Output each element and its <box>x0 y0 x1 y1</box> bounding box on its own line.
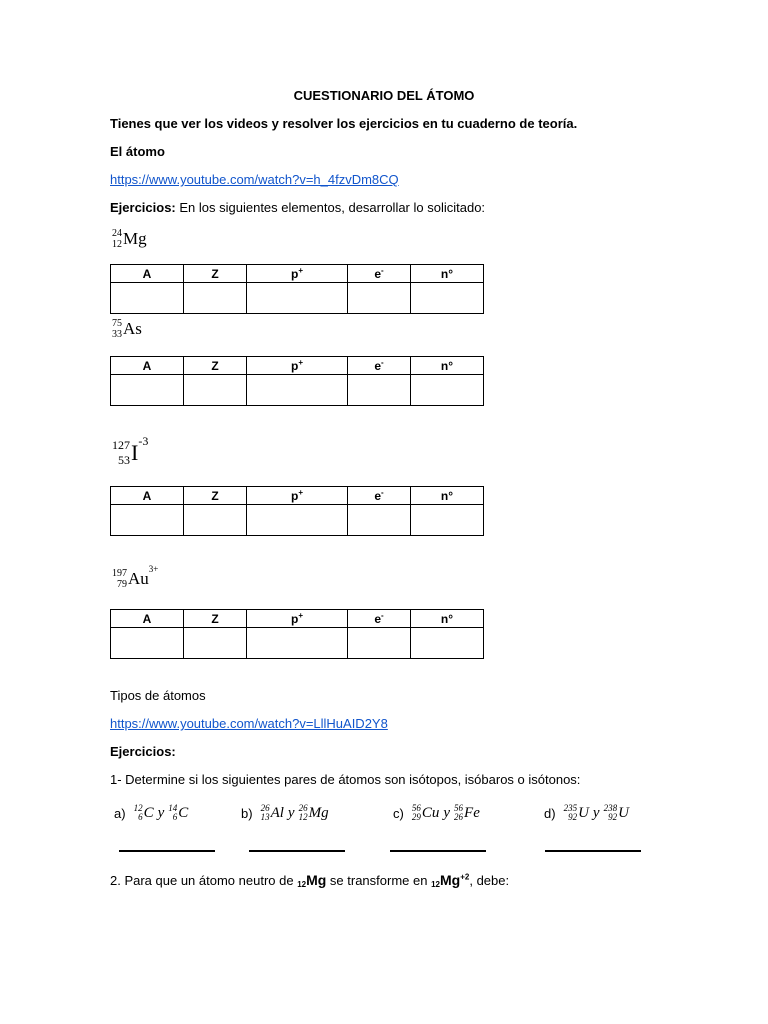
page-title: CUESTIONARIO DEL ÁTOMO <box>293 88 475 103</box>
section-heading-atom-types: Tipos de átomos <box>110 688 206 703</box>
ion-charge: 3+ <box>148 564 159 574</box>
header-z: Z <box>184 357 247 375</box>
element-symbol: C <box>143 804 154 821</box>
isotope-notation-au <box>112 564 159 590</box>
header-a: A <box>111 265 184 283</box>
element-symbol: U <box>618 804 629 821</box>
table-header-row <box>111 357 484 375</box>
atomic-number: 33 <box>112 329 122 340</box>
answer-cell-e[interactable] <box>348 283 411 314</box>
pair-a: a) 12 6 C y 14 6 C <box>114 803 189 822</box>
element-symbol: As <box>123 319 142 338</box>
mass-number: 127 <box>112 438 130 452</box>
answer-cell-p[interactable] <box>247 283 348 314</box>
exercises-label: Ejercicios: <box>110 200 176 215</box>
header-p: p+ <box>247 357 348 375</box>
header-n: n° <box>411 610 484 628</box>
answer-cell-a[interactable] <box>111 505 184 536</box>
isotope-notation-as <box>112 318 142 340</box>
answer-cell-z[interactable] <box>184 628 247 659</box>
answer-blank-d[interactable] <box>545 850 641 852</box>
intro-text: Tienes que ver los videos y resolver los ejercicios en tu cuaderno de teoría. <box>110 116 578 131</box>
answer-row <box>111 283 484 314</box>
header-a: A <box>111 487 184 505</box>
header-z: Z <box>184 487 247 505</box>
answer-cell-p[interactable] <box>247 628 348 659</box>
answer-cell-n[interactable] <box>411 283 484 314</box>
atomic-number: 79 <box>117 579 127 590</box>
mass-number: 75 <box>112 318 122 329</box>
data-table-au <box>110 609 484 659</box>
answer-blank-b[interactable] <box>249 850 345 852</box>
header-a: A <box>111 357 184 375</box>
exercises-text: En los siguientes elementos, desarrollar lo solicitado: <box>175 200 486 215</box>
header-e: e- <box>348 610 411 628</box>
pair-label: b) <box>241 805 253 821</box>
element-symbol: I <box>131 440 139 465</box>
answer-blank-a[interactable] <box>119 850 215 852</box>
answer-cell-z[interactable] <box>184 283 247 314</box>
header-z: Z <box>184 265 247 283</box>
answer-row <box>111 505 484 536</box>
answer-cell-a[interactable] <box>111 628 184 659</box>
video-link-atom[interactable]: https://www.youtube.com/watch?v=h_4fzvDm8CQ <box>110 172 399 187</box>
pair-label: c) <box>393 805 404 821</box>
element-symbol: Cu <box>421 804 440 821</box>
answer-cell-e[interactable] <box>348 628 411 659</box>
pair-d: d) 235 92 U y 238 92 U <box>544 803 629 822</box>
isotope-notation-i <box>112 434 149 468</box>
header-e: e- <box>348 357 411 375</box>
element-symbol: Au <box>128 569 149 588</box>
exercises-intro <box>110 200 485 215</box>
answer-row <box>111 628 484 659</box>
answer-cell-z[interactable] <box>184 375 247 406</box>
element-symbol: Mg <box>123 229 147 248</box>
answer-cell-p[interactable] <box>247 505 348 536</box>
mass-number: 24 <box>112 228 122 239</box>
atomic-number: 53 <box>118 453 130 467</box>
header-e: e- <box>348 265 411 283</box>
pair-label: d) <box>544 805 556 821</box>
atomic-number: 12 <box>112 239 122 250</box>
answer-cell-a[interactable] <box>111 283 184 314</box>
answer-cell-p[interactable] <box>247 375 348 406</box>
header-n: n° <box>411 357 484 375</box>
element-symbol: Al <box>270 804 284 821</box>
header-n: n° <box>411 265 484 283</box>
answer-cell-n[interactable] <box>411 505 484 536</box>
pair-b: b) 26 13 Al y 26 12 Mg <box>241 803 329 822</box>
header-p: p+ <box>247 265 348 283</box>
answer-cell-e[interactable] <box>348 375 411 406</box>
answer-cell-n[interactable] <box>411 628 484 659</box>
pair-label: a) <box>114 805 126 821</box>
table-header-row <box>111 610 484 628</box>
answer-cell-e[interactable] <box>348 505 411 536</box>
data-table-as <box>110 356 484 406</box>
answer-row <box>111 375 484 406</box>
answer-cell-n[interactable] <box>411 375 484 406</box>
header-p: p+ <box>247 610 348 628</box>
data-table-mg <box>110 264 484 314</box>
pair-c: c) 56 29 Cu y 56 26 Fe <box>393 803 480 822</box>
question-2: 2. Para que un átomo neutro de $_{12}$Mg se transforme en $_{12}Mg^{+2}$, debe: <box>110 872 510 889</box>
header-p: p+ <box>247 487 348 505</box>
question-1: 1- Determine si los siguientes pares de átomos son isótopos, isóbaros o isótonos: <box>110 772 581 787</box>
answer-blank-c[interactable] <box>390 850 486 852</box>
table-header-row <box>111 265 484 283</box>
exercises-label-2: Ejercicios: <box>110 744 176 759</box>
header-e: e- <box>348 487 411 505</box>
element-symbol: Mg <box>308 804 329 821</box>
answer-cell-a[interactable] <box>111 375 184 406</box>
element-symbol: C <box>178 804 189 821</box>
header-a: A <box>111 610 184 628</box>
section-heading-atom: El átomo <box>110 144 165 159</box>
element-symbol: U <box>578 804 589 821</box>
data-table-i <box>110 486 484 536</box>
header-z: Z <box>184 610 247 628</box>
element-symbol: Fe <box>464 804 480 821</box>
header-n: n° <box>411 487 484 505</box>
table-header-row <box>111 487 484 505</box>
mass-number: 197 <box>112 568 127 579</box>
video-link-atom-types[interactable]: https://www.youtube.com/watch?v=LllHuAID2Y8 <box>110 716 388 731</box>
ion-charge: -3 <box>138 434 149 448</box>
answer-cell-z[interactable] <box>184 505 247 536</box>
isotope-notation-mg <box>112 228 147 250</box>
